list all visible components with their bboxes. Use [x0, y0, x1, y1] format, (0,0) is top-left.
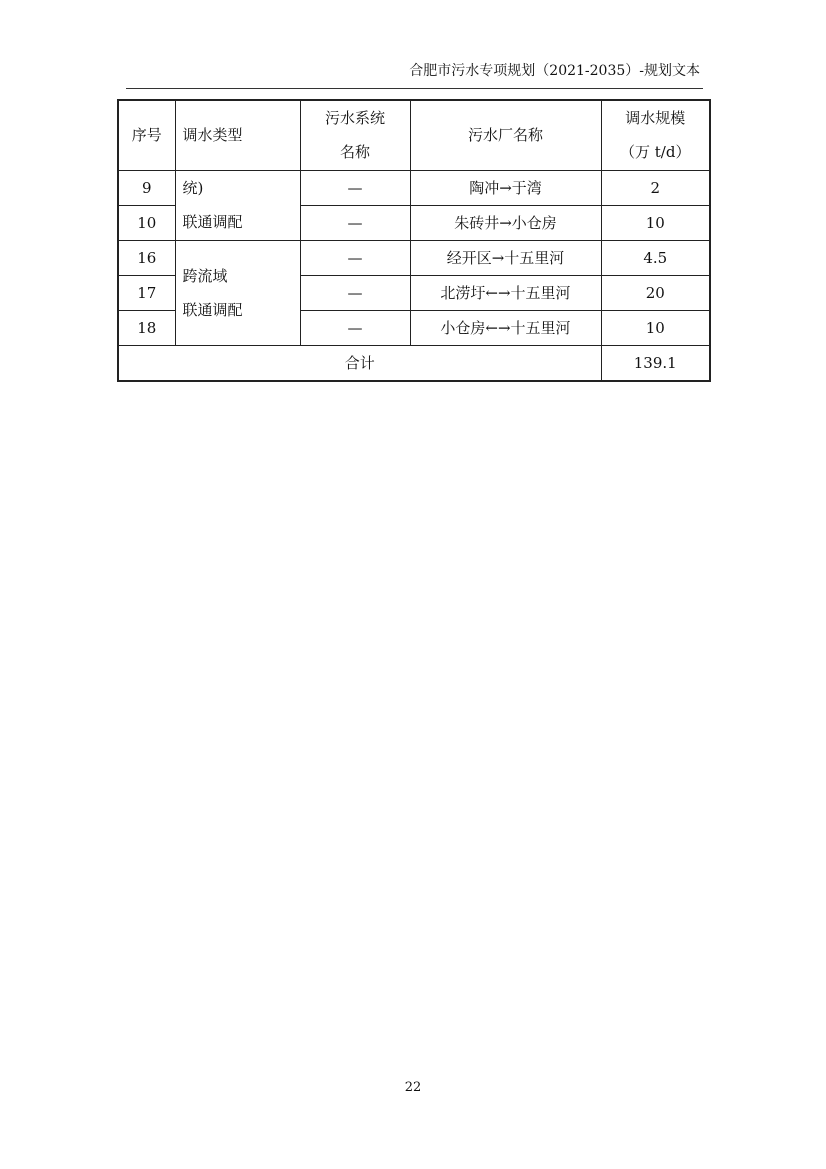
- group1-type: [175, 170, 300, 240]
- document-header-title: 合肥市污水专项规划（2021-2035）-规划文本: [409, 63, 700, 79]
- total-row: [118, 345, 710, 381]
- table-row: [118, 240, 710, 275]
- row-scale: 20: [601, 275, 710, 310]
- header-scale: [601, 100, 710, 170]
- row-system: —: [300, 310, 410, 345]
- row-plant: 小仓房←→十五里河: [410, 310, 601, 345]
- row-scale: 4.5: [601, 240, 710, 275]
- total-label: 合计: [118, 345, 601, 381]
- group1-type-line2: 联通调配: [182, 213, 243, 231]
- group2-type-line1: 跨流域: [182, 266, 228, 285]
- header-type: 调水类型: [175, 100, 300, 170]
- header-scale-line1: 调水规模: [625, 109, 686, 128]
- table-header-row: [118, 100, 710, 170]
- header-seq: 序号: [118, 100, 175, 170]
- header-divider: [126, 88, 703, 89]
- row-seq: 9: [118, 170, 175, 205]
- row-scale: 10: [601, 310, 710, 345]
- row-plant: 经开区→十五里河: [410, 240, 601, 275]
- table-row: [118, 170, 710, 205]
- header-system-line1: 污水系统: [324, 109, 385, 128]
- row-system: —: [300, 240, 410, 275]
- row-seq: 10: [118, 205, 175, 240]
- row-seq: 17: [118, 275, 175, 310]
- total-value: 139.1: [601, 345, 710, 381]
- page-number: 22: [404, 1080, 422, 1095]
- row-scale: 10: [601, 205, 710, 240]
- row-seq: 18: [118, 310, 175, 345]
- row-system: —: [300, 170, 410, 205]
- group2-type: [175, 240, 300, 345]
- row-system: —: [300, 205, 410, 240]
- row-seq: 16: [118, 240, 175, 275]
- row-system: —: [300, 275, 410, 310]
- row-plant: 朱砖井→小仓房: [410, 205, 601, 240]
- water-transfer-table: [117, 99, 711, 382]
- row-scale: 2: [601, 170, 710, 205]
- header-system-line2: 名称: [339, 143, 370, 162]
- group2-type-line2: 联通调配: [182, 300, 243, 319]
- group1-type-line1: 统): [182, 179, 204, 197]
- row-plant: 北涝圩←→十五里河: [410, 275, 601, 310]
- row-plant: 陶冲→于湾: [410, 170, 601, 205]
- header-system: [300, 100, 410, 170]
- header-plant: 污水厂名称: [410, 100, 601, 170]
- header-scale-line2: （万 t/d）: [620, 143, 691, 162]
